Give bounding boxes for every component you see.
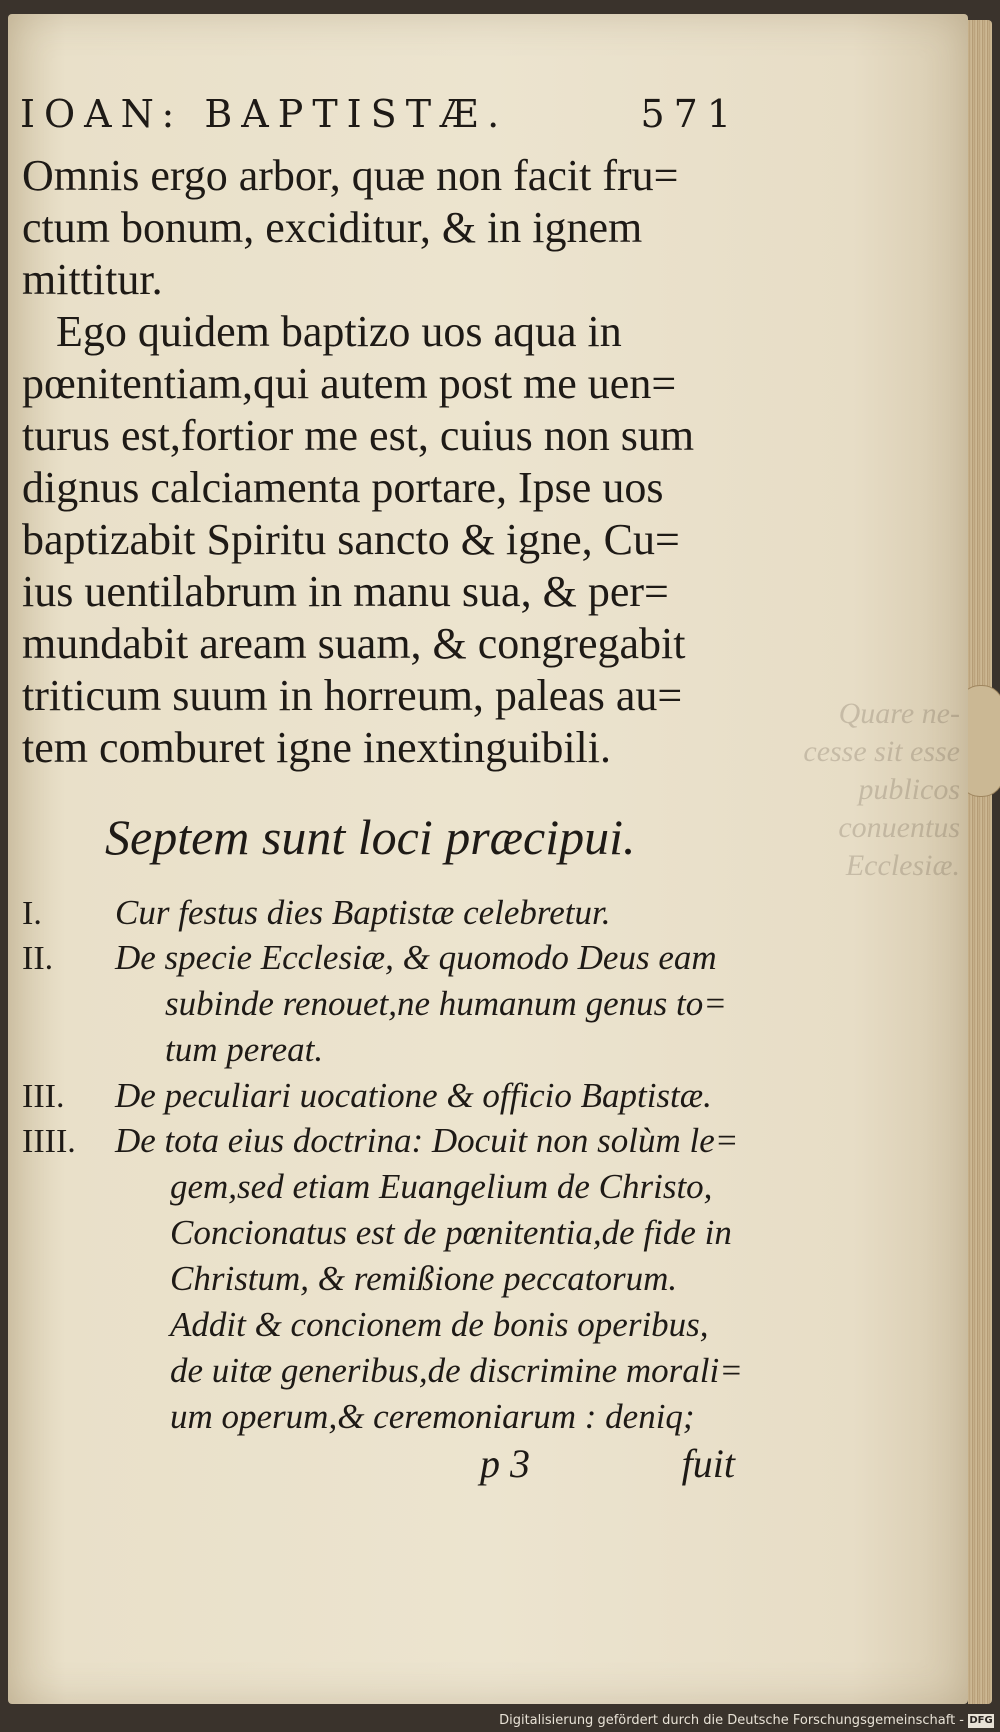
body-line: tem comburet igne inextinguibili. [22, 723, 611, 772]
bleed-line: cesse sit esse [803, 735, 960, 768]
bleed-through-margin-note [740, 695, 960, 885]
page-edges [968, 20, 992, 1704]
running-head-title: IOAN: BAPTISTÆ. [20, 92, 509, 136]
page-number: 571 [640, 92, 740, 136]
body-line: mittitur. [22, 255, 163, 304]
catchword: fuit [681, 1441, 735, 1486]
item-line: gem,sed etiam Euangelium de Christo, [170, 1167, 713, 1206]
item-line: De tota eius doctrina: Docuit non solùm le= [115, 1121, 739, 1160]
body-line: dignus calciamenta portare, Ipse uos [22, 463, 664, 512]
body-line: ius uentilabrum in manu sua, & per= [22, 567, 669, 616]
body-line: ctum bonum, exciditur, & in ignem [22, 203, 643, 252]
item-line: um operum,& ceremoniarum : deniq; [170, 1397, 695, 1436]
item-number: IIII. [22, 1123, 76, 1160]
bleed-line: publicos [858, 773, 960, 806]
item-line: Concionatus est de pœnitentia,de fide in [170, 1213, 732, 1252]
body-line: triticum suum in horreum, paleas au= [22, 671, 683, 720]
body-line: mundabit aream suam, & congregabit [22, 619, 686, 668]
signature-mark: p 3 [480, 1441, 530, 1486]
bleed-line: conuentus [838, 811, 960, 844]
item-line: tum pereat. [165, 1030, 324, 1069]
running-head [20, 92, 740, 136]
item-number: I. [22, 895, 42, 932]
body-line: pœnitentiam,qui autem post me uen= [22, 359, 677, 408]
item-line: subinde renouet,ne humanum genus to= [165, 984, 727, 1023]
body-line: baptizabit Spiritu sancto & igne, Cu= [22, 515, 680, 564]
item-line: Christum, & remißione peccatorum. [170, 1259, 678, 1298]
digitization-credit: Digitalisierung gefördert durch die Deutsche Forschungsgemeinschaft - [499, 1713, 964, 1728]
item-number: II. [22, 940, 54, 977]
body-line: Ego quidem baptizo uos aqua in [56, 307, 622, 356]
item-line: Addit & concionem de bonis operibus, [170, 1305, 709, 1344]
body-line: turus est,fortior me est, cuius non sum [22, 411, 695, 460]
item-line: de uitæ generibus,de discrimine morali= [170, 1351, 743, 1390]
bleed-line: Ecclesiæ. [845, 849, 960, 882]
item-number: III. [22, 1078, 65, 1115]
section-title: Septem sunt loci præcipui. [105, 809, 636, 865]
bleed-line: Quare ne- [838, 697, 960, 730]
page-footer [480, 1440, 735, 1487]
item-line: De specie Ecclesiæ, & quomodo Deus eam [115, 938, 717, 977]
item-line: De peculiari uocatione & officio Baptistæ. [115, 1076, 712, 1115]
dfg-logo-icon: DFG [969, 1715, 993, 1726]
item-line: Cur festus dies Baptistæ celebretur. [115, 893, 611, 932]
body-line: Omnis ergo arbor, quæ non facit fru= [22, 151, 679, 200]
